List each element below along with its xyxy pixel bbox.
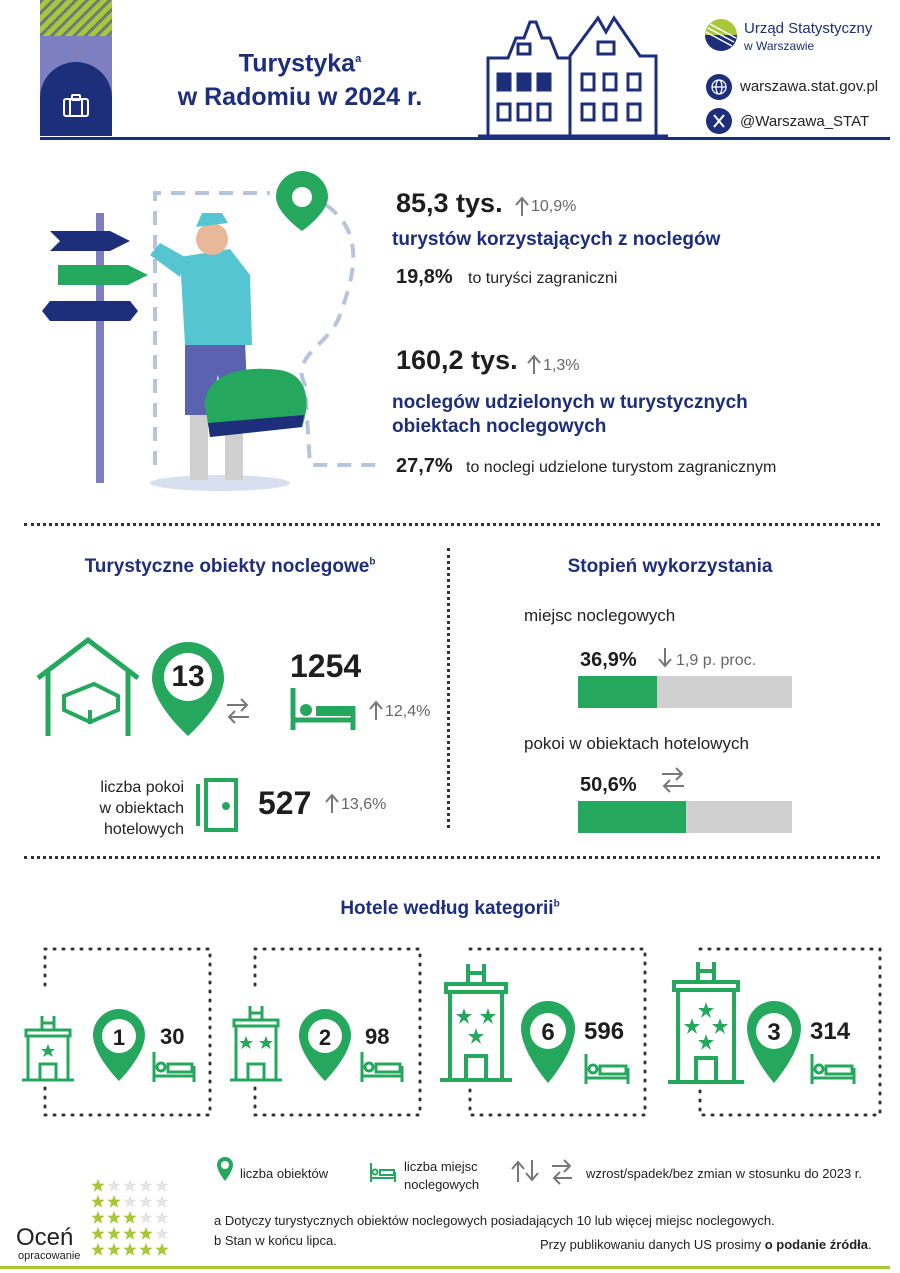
source-note: Przy publikowaniu danych US prosimy o podanie źródła.: [540, 1237, 872, 1252]
rate-label[interactable]: Oceń: [16, 1224, 74, 1251]
tourists-label: turystów korzystających z noclegów: [392, 229, 721, 250]
page-title: Turystyka$^a$ w Radomiu w 2024 r.: [177, 49, 423, 112]
star-icon: [139, 1211, 152, 1224]
star-icon: [91, 1211, 104, 1224]
star-icon: [155, 1195, 168, 1208]
star-icon: [139, 1179, 152, 1192]
rooms-util-pct: 50,6%: [580, 774, 637, 796]
star-icon: [155, 1227, 168, 1240]
bed-icon: [810, 1052, 856, 1089]
legend-objects: liczba obiektów: [240, 1166, 329, 1181]
star-icon: [123, 1211, 136, 1224]
star-icon: [107, 1211, 120, 1224]
star-icon: [139, 1243, 152, 1256]
website-link[interactable]: warszawa.stat.gov.pl: [740, 78, 879, 95]
hotels-heading: Hotele według kategorii$^b$: [340, 898, 560, 919]
footnote-b: b Stan w końcu lipca.: [214, 1233, 337, 1248]
no-change-icon: [550, 1158, 574, 1191]
hotel-2-star-icon: [228, 1004, 284, 1087]
rooms-change: 13,6%: [341, 796, 387, 813]
bed-icon: [360, 1050, 404, 1087]
facilities-count: 13: [171, 660, 205, 693]
star-icon: [123, 1227, 136, 1240]
bed-icon: [584, 1052, 630, 1089]
hotel-1-star-icon: [20, 1014, 76, 1087]
up-down-arrows-icon: [510, 1160, 540, 1187]
star-icon: [139, 1227, 152, 1240]
star-icon: [107, 1227, 120, 1240]
rating-stars[interactable]: [90, 1178, 170, 1263]
star-icon: [155, 1179, 168, 1192]
footer-rule: [0, 1266, 890, 1269]
org-sub: w Warszawie: [744, 39, 815, 53]
rooms-label: liczba pokoi w obiektach hotelowych: [99, 779, 184, 838]
nights-foreign-label: to noclegi udzielone turystom zagranicznym: [466, 459, 777, 476]
twitter-link[interactable]: @Warszawa_STAT: [740, 113, 870, 130]
nights-change: 1,3%: [543, 357, 580, 374]
rate-sub: opracowanie: [18, 1250, 81, 1262]
nights-value: 160,2 tys.: [396, 345, 518, 375]
star-icon: [139, 1195, 152, 1208]
legend-change: wzrost/spadek/bez zmian w stosunku do 2023 r.: [586, 1166, 863, 1181]
star-icon: [107, 1179, 120, 1192]
rooms-util-label: pokoi w obiektach hotelowych: [524, 734, 749, 753]
hotel-2-count: 2: [318, 1025, 332, 1050]
bed-icon: [152, 1050, 196, 1087]
places-label: miejsc noclegowych: [524, 606, 676, 625]
org-name: Urząd Statystyczny: [744, 20, 873, 37]
star-icon: [91, 1227, 104, 1240]
star-icon: [91, 1195, 104, 1208]
hotel-2-beds: 98: [365, 1024, 390, 1049]
rooms-value: 527: [258, 785, 312, 821]
legend-pin-icon: [216, 1156, 234, 1187]
hotel-3-beds: 596: [584, 1018, 625, 1045]
hotel-1-count: 1: [112, 1025, 126, 1050]
star-icon: [107, 1195, 120, 1208]
star-icon: [123, 1243, 136, 1256]
places-pct: 36,9%: [580, 649, 637, 671]
hotel-4-count: 3: [767, 1019, 781, 1046]
hotel-4-beds: 314: [810, 1018, 851, 1045]
tourists-value: 85,3 tys.: [396, 188, 503, 218]
beds-value: 1254: [290, 648, 362, 684]
utilization-heading: Stopień wykorzystania: [567, 556, 773, 577]
star-icon: [155, 1211, 168, 1224]
tourists-foreign-label: to turyści zagraniczni: [468, 270, 618, 287]
legend-beds: liczba miejsc noclegowych: [404, 1159, 480, 1192]
star-icon: [107, 1243, 120, 1256]
star-icon: [123, 1195, 136, 1208]
places-change: 1,9 p. proc.: [676, 652, 757, 669]
facilities-heading: Turystyczne obiekty noclegowe$^b$: [84, 556, 376, 577]
nights-foreign-pct: 27,7%: [396, 455, 453, 477]
nights-label-1: noclegów udzielonych w turystycznych: [392, 392, 748, 413]
star-icon: [91, 1179, 104, 1192]
legend-bed-icon: [370, 1162, 396, 1187]
nights-label-2: obiektach noclegowych: [392, 416, 607, 437]
star-icon: [155, 1243, 168, 1256]
tourists-foreign-pct: 19,8%: [396, 266, 453, 288]
footnote-a: a Dotyczy turystycznych obiektów noclegowych posiadających 10 lub więcej miejsc noclegowych.: [214, 1213, 775, 1228]
hotel-4-star-icon: [664, 960, 748, 1089]
hotel-3-count: 6: [541, 1019, 555, 1046]
beds-change: 12,4%: [385, 703, 431, 720]
tourists-change: 10,9%: [531, 198, 577, 215]
star-icon: [123, 1179, 136, 1192]
star-icon: [91, 1243, 104, 1256]
hotel-1-beds: 30: [160, 1024, 185, 1049]
hotel-3-star-icon: [436, 962, 516, 1087]
